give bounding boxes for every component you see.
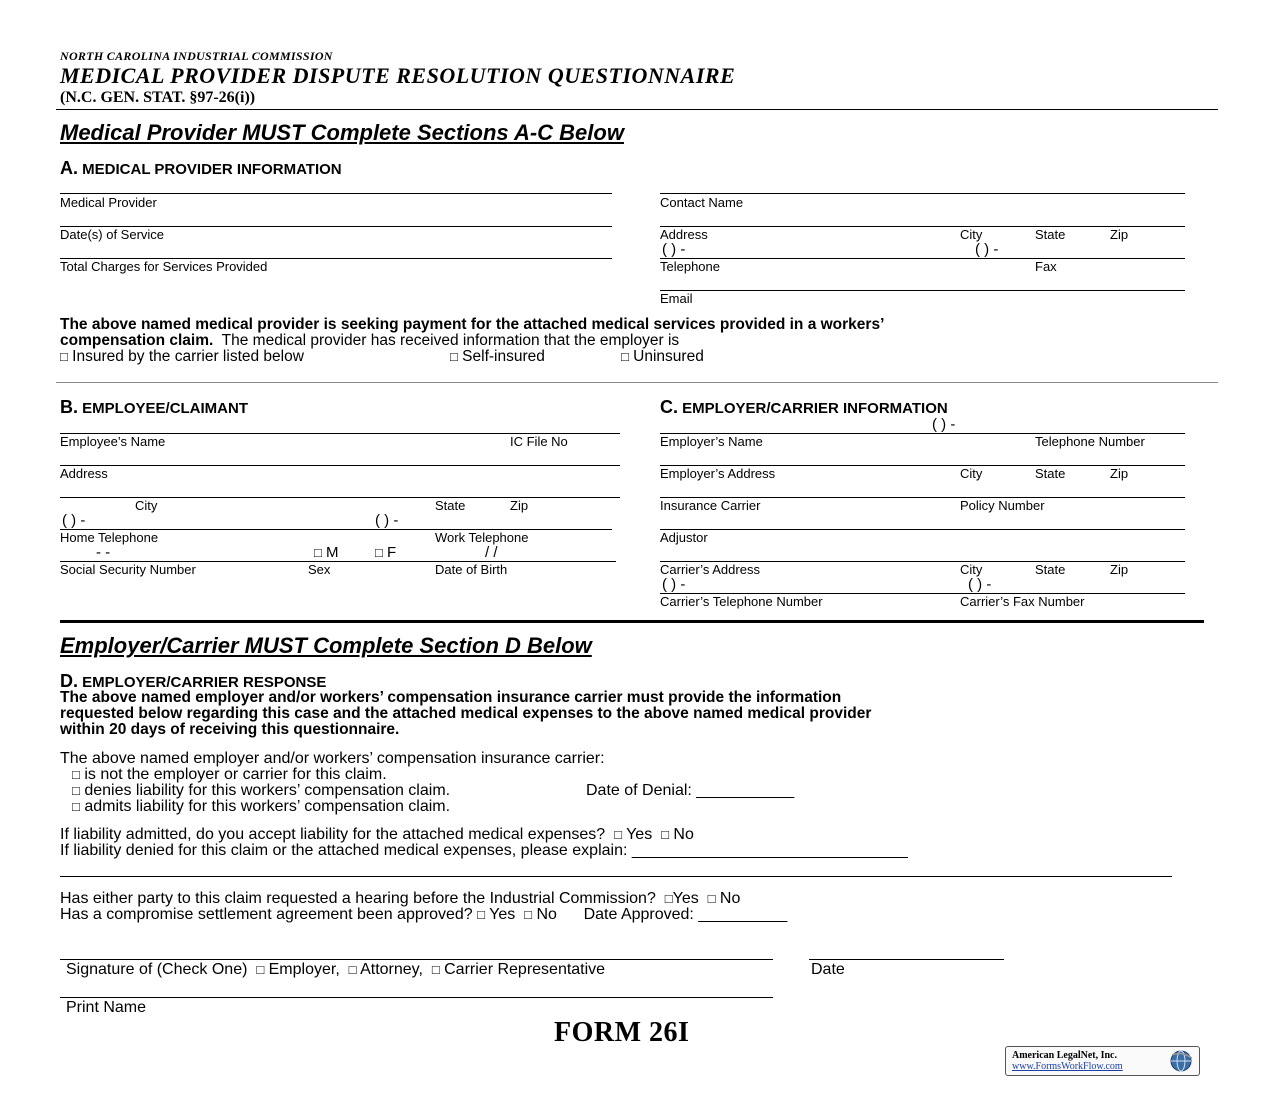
employee-address-label: Address bbox=[60, 466, 108, 481]
provider-telephone-label: Telephone bbox=[660, 259, 720, 274]
employer-phone-mask: ( ) - bbox=[932, 416, 956, 433]
dob-label: Date of Birth bbox=[435, 562, 508, 577]
form-number: FORM 26I bbox=[554, 1017, 690, 1048]
contact-name-label: Contact Name bbox=[660, 195, 744, 210]
checkbox-icon[interactable]: □ bbox=[450, 349, 458, 364]
provider-address-field[interactable] bbox=[660, 226, 1185, 227]
home-telephone-label: Home Telephone bbox=[60, 530, 159, 545]
ssn-mask: - - bbox=[96, 544, 111, 561]
sex-female-option[interactable]: □ F bbox=[375, 544, 397, 561]
response-denies[interactable]: □ denies liability for this workers’ compensation claim. bbox=[72, 782, 451, 799]
employer-city-label: City bbox=[960, 466, 983, 481]
explain-denial-field[interactable]: If liability denied for this claim or the attached medical expenses, please explain: _______________________________ bbox=[60, 842, 908, 859]
sex-male-option[interactable]: □ M bbox=[314, 544, 339, 561]
provider-email-label: Email bbox=[660, 291, 693, 306]
carrier-fax-label: Carrier’s Fax Number bbox=[960, 594, 1085, 609]
provider-statement-line2: compensation claim. The medical provider has received information that the employer is bbox=[60, 332, 680, 349]
carrier-phone-label: Carrier’s Telephone Number bbox=[660, 594, 823, 609]
checkbox-icon[interactable]: □ bbox=[256, 962, 265, 977]
provider-zip-label: Zip bbox=[1110, 227, 1129, 242]
option-uninsured[interactable]: □ Uninsured bbox=[621, 348, 704, 365]
checkbox-icon[interactable]: □ bbox=[707, 891, 716, 906]
carrier-phone-mask: ( ) - bbox=[662, 576, 686, 593]
employer-name-label: Employer’s Name bbox=[660, 434, 763, 449]
date-approved-field[interactable]: Date Approved: __________ bbox=[583, 906, 788, 923]
response-admits[interactable]: □ admits liability for this workers’ compensation claim. bbox=[72, 798, 451, 815]
carrier-state-label: State bbox=[1035, 562, 1066, 577]
checkbox-icon[interactable]: □ bbox=[72, 783, 80, 798]
adjustor-label: Adjustor bbox=[660, 530, 708, 545]
employee-zip-label: Zip bbox=[510, 498, 529, 513]
carrier-zip-label: Zip bbox=[1110, 562, 1129, 577]
provider-phone-mask: ( ) - bbox=[662, 241, 686, 258]
explain-continuation-line[interactable] bbox=[60, 876, 1172, 877]
checkbox-icon[interactable]: □ bbox=[60, 349, 68, 364]
checkbox-icon[interactable]: □ bbox=[664, 891, 673, 906]
employee-city-label: City bbox=[135, 498, 158, 513]
provider-city-label: City bbox=[960, 227, 983, 242]
print-name-line[interactable] bbox=[60, 997, 773, 998]
medical-provider-field[interactable] bbox=[60, 193, 612, 194]
checkbox-icon[interactable]: □ bbox=[348, 962, 357, 977]
response-lead: The above named employer and/or workers’ compensation insurance carrier: bbox=[60, 750, 605, 767]
employee-state-label: State bbox=[435, 498, 466, 513]
home-phone-mask: ( ) - bbox=[62, 512, 86, 529]
date-of-denial-field[interactable]: Date of Denial: ___________ bbox=[586, 782, 795, 799]
checkbox-icon[interactable]: □ bbox=[375, 545, 383, 560]
total-charges-label: Total Charges for Services Provided bbox=[60, 259, 268, 274]
employer-address-label: Employer’s Address bbox=[660, 466, 776, 481]
form-title: MEDICAL PROVIDER DISPUTE RESOLUTION QUESTIONNAIRE bbox=[60, 63, 736, 88]
work-telephone-label: Work Telephone bbox=[435, 530, 529, 545]
print-name-label: Print Name bbox=[66, 999, 147, 1016]
checkbox-icon[interactable]: □ bbox=[72, 767, 80, 782]
section-c-title: C. EMPLOYER/CARRIER INFORMATION bbox=[660, 397, 948, 417]
section-divider bbox=[56, 382, 1218, 383]
adjustor-field[interactable] bbox=[660, 529, 1185, 530]
badge-url[interactable]: www.FormsWorkFlow.com bbox=[1012, 1061, 1123, 1072]
provider-statement-line1: The above named medical provider is seeking payment for the attached medical services provided in a workers’ bbox=[60, 316, 885, 333]
signature-date-label: Date bbox=[811, 961, 845, 978]
employee-name-label: Employee’s Name bbox=[60, 434, 166, 449]
section-d-title: D. EMPLOYER/CARRIER RESPONSE bbox=[60, 671, 327, 691]
work-phone-mask: ( ) - bbox=[375, 512, 399, 529]
response-not-employer[interactable]: □ is not the employer or carrier for this claim. bbox=[72, 766, 387, 783]
dob-mask: / / bbox=[485, 544, 498, 561]
dates-of-service-label: Date(s) of Service bbox=[60, 227, 165, 242]
medical-provider-label: Medical Provider bbox=[60, 195, 157, 210]
settlement-question: Has a compromise settlement agreement been approved? □ Yes □ No Date Approved: __________ bbox=[60, 906, 788, 923]
carrier-address-label: Carrier’s Address bbox=[660, 562, 760, 577]
accept-liability-question: If liability admitted, do you accept liability for the attached medical expenses? □ Yes □ No bbox=[60, 826, 694, 843]
section-d-intro-1: The above named employer and/or workers’ compensation insurance carrier must provide the information bbox=[60, 689, 842, 706]
signature-line[interactable] bbox=[60, 959, 773, 960]
section-a-title: A. MEDICAL PROVIDER INFORMATION bbox=[60, 158, 342, 178]
carrier-fax-mask: ( ) - bbox=[968, 576, 992, 593]
carrier-city-label: City bbox=[960, 562, 983, 577]
checkbox-icon[interactable]: □ bbox=[314, 545, 322, 560]
section-d-intro-2: requested below regarding this case and the attached medical expenses to the above named medical provider bbox=[60, 705, 872, 722]
sex-label: Sex bbox=[308, 562, 331, 577]
checkbox-icon[interactable]: □ bbox=[614, 827, 622, 842]
option-self-insured[interactable]: □ Self-insured bbox=[450, 348, 545, 365]
statute-reference: (N.C. GEN. STAT. §97-26(i)) bbox=[60, 89, 256, 106]
heading-section-d: Employer/Carrier MUST Complete Section D Below bbox=[60, 633, 592, 658]
employer-telephone-label: Telephone Number bbox=[1035, 434, 1145, 449]
globe-icon bbox=[1168, 1049, 1194, 1073]
section-b-title: B. EMPLOYEE/CLAIMANT bbox=[60, 397, 249, 417]
checkbox-icon[interactable]: □ bbox=[524, 907, 532, 922]
employer-state-label: State bbox=[1035, 466, 1066, 481]
contact-name-field[interactable] bbox=[660, 193, 1185, 194]
insurance-carrier-label: Insurance Carrier bbox=[660, 498, 761, 513]
provider-address-label: Address bbox=[660, 227, 708, 242]
agency-name: NORTH CAROLINA INDUSTRIAL COMMISSION bbox=[60, 49, 333, 63]
employer-zip-label: Zip bbox=[1110, 466, 1129, 481]
section-d-intro-3: within 20 days of receiving this questionnaire. bbox=[60, 721, 400, 738]
provider-email-field[interactable] bbox=[660, 290, 1185, 291]
provider-fax-mask: ( ) - bbox=[975, 241, 999, 258]
legalnet-badge[interactable] bbox=[1005, 1046, 1200, 1076]
badge-company: American LegalNet, Inc. bbox=[1012, 1050, 1117, 1061]
policy-number-label: Policy Number bbox=[960, 498, 1045, 513]
checkbox-icon[interactable]: □ bbox=[621, 349, 629, 364]
ic-file-label: IC File No bbox=[510, 434, 568, 449]
provider-phone-field[interactable] bbox=[660, 258, 1185, 259]
option-insured[interactable]: □ Insured by the carrier listed below bbox=[60, 348, 304, 365]
checkbox-icon[interactable]: □ bbox=[661, 827, 669, 842]
checkbox-icon[interactable]: □ bbox=[431, 962, 440, 977]
ssn-label: Social Security Number bbox=[60, 562, 196, 577]
checkbox-icon[interactable]: □ bbox=[477, 907, 485, 922]
heading-sections-a-c: Medical Provider MUST Complete Sections A-C Below bbox=[60, 120, 624, 145]
provider-state-label: State bbox=[1035, 227, 1066, 242]
thick-divider bbox=[60, 620, 1204, 623]
signature-date-line[interactable] bbox=[809, 959, 1004, 960]
header-rule bbox=[56, 109, 1218, 110]
signature-label: Signature of (Check One) □ Employer, □ Attorney, □ Carrier Representative bbox=[66, 961, 606, 978]
hearing-question: Has either party to this claim requested a hearing before the Industrial Commission? □Yes □ No bbox=[60, 890, 741, 907]
provider-fax-label: Fax bbox=[1035, 259, 1057, 274]
employee-address-field[interactable] bbox=[60, 465, 620, 466]
checkbox-icon[interactable]: □ bbox=[72, 799, 80, 814]
